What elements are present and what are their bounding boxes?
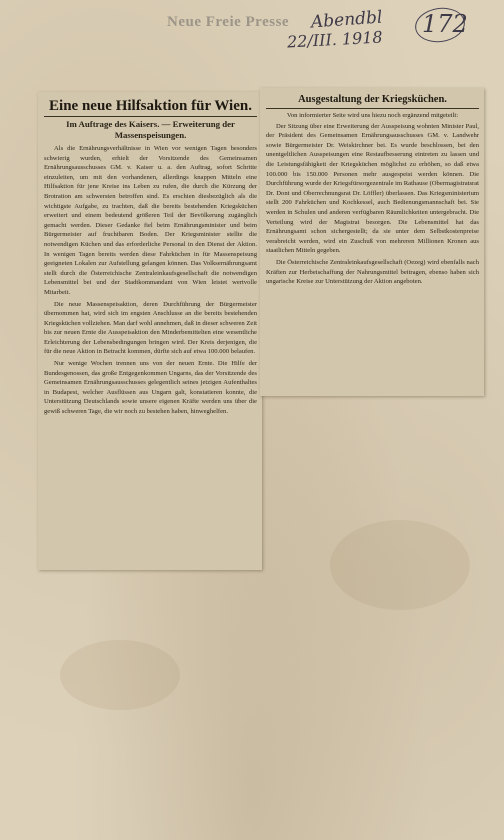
article-headline: Ausgestaltung der Kriegsküchen. xyxy=(298,94,447,105)
article-paragraph: Die Österreichische Zentraleinkaufsgesellschaft (Oezeg) wird ebenfalls nach Kräften zur Herbeischaffung der Nahrungsmittel beitragen, ebenso haben sich ungarische Kreise zur Unterstützung der Aktion angeboten. xyxy=(266,258,479,286)
article-paragraph: Als die Ernährungsverhältnisse in Wien vor wenigen Tagen besonders schwierig wurden, erhielt der Vorsitzende des Gemeinsamen Ernährungsausschusses GM. v. Kaiser u. a. den Auftrag, sofort Schritte einzuleiten, um mit den vorhandenen, allerdings knappen Mitteln eine Hilfsaktion für jene Kreise ins Leben zu rufen, die durch die Kürzung der Brotration am schwersten betroffen sind. Es erschien diesbezüglich als die wichtigste Aufgabe, zu trachten, daß die bereits bestehenden Kriegsküchen erweitert und einem bedeutend größeren Teil der Bevölkerung zugänglich gemacht werden. Dieser Gedanke fiel beim Ernährungsminister und beim Bürgermeister auf fruchtbaren Boden. Der Kriegsminister stellte die notwendigen Küchen und das erforderliche Personal in den Dienst der Aktion. In wenigen Tagen bereits werden diese Fahrküchen in für Massenspeisung geeigneten Lokalen zur Aufstellung gelangen können. Das Volksernährungsamt stellt durch die Österreichische Zentraleinkaufsgesellschaft die notwendigen Lebensmittel bei und der Stadtkommandant von Wien leistet wertvolle Mitarbeit. xyxy=(44,145,257,296)
paper-stain xyxy=(60,640,180,710)
clipping-hilfsaktion xyxy=(38,92,262,570)
paper-stain xyxy=(330,520,470,610)
clipping-kriegskuechen xyxy=(260,88,484,396)
divider xyxy=(44,116,257,117)
article-headline: Eine neue Hilfsaktion für Wien. xyxy=(49,98,252,114)
handwritten-date: 22/III. 1918 xyxy=(286,27,384,52)
archive-number: 172 xyxy=(422,10,468,38)
article-paragraph: Nur wenige Wochen trennen uns von der neuen Ernte. Die Hilfe der Bundesgenossen, das große Entgegenkommen Ungarns, das der Vorsitzende des Gemeinsamen Ernährungsausschusses gelegentlich seines jetzigen Aufenthaltes in Budapest, welcher Ausflüssen aus Ungarn galt, konstatieren konnte, die Unterstützung Deutschlands sowie unsere eigenen Kräfte werden uns über die gewiß schweren Tage, die wir noch zu bestehen haben, hinweghelfen. xyxy=(44,360,257,416)
article-byline: Von informierter Seite wird uns hiezu noch ergänzend mitgeteilt: xyxy=(286,112,459,119)
divider xyxy=(266,108,479,109)
article-paragraph: Der Sitzung über eine Erweiterung der Ausspeisung wohnten Minister Paul, der Präsident des Gemeinsamen Ernährungsausschusses GM. v. Landwehr sowie Bürgermeister Dr. Weiskirchner bei. Es wurde beschlossen, bei den unentgeltlichen Ausspeisungen eine Restaufbesserung eintreten zu lassen und die Leistungsfähigkeit der Kriegsküchen möglichst zu erhöhen, so daß etwa 100.000 bis 150.000 Personen mehr ausgespeist werden können. Die Durchführung wurde der Kriegsfürsorgezentrale im Rathause (Obermagistratsrat Dr. Dont und Oberrechnungsrat Dr. Löffler) überlassen. Das Kriegsministerium stellt 200 Fahrküchen und Kochkessel, auch Bedienungsmannschaft bei. Sie werden in Schulen und anderen verfügbaren Räumlichkeiten untergebracht. Die Verteilung wird der Magistrat besorgen. Die Lebensmittel hat das Ernährungsamt schon sichergestellt; da sie unter dem Selbstkostenpreise verabreicht werden, wird ein Zuschuß von mehreren Millionen Kronen aus staatlichen Mitteln gegeben. xyxy=(266,122,479,255)
article-paragraph: Die neue Massenspeisaktion, deren Durchführung der Bürgermeister übernommen hat, wird sich im engsten Anschlusse an die bereits bestehenden Kriegsküchen vollziehen. Man darf wohl annehmen, daß in dieser schweren Zeit bis zur neuen Ernte die Ausspeisaktion den Minderbemittelten eine wesentliche Erleichterung der Lebensbedingungen bringen wird. Der Kreis derjenigen, die für die neue Aktion in Betracht kommen, dürfte sich auf etwa 100.000 belaufen. xyxy=(44,300,257,356)
handwritten-edition-note: Abendbl xyxy=(310,7,383,33)
newspaper-masthead: Neue Freie Presse xyxy=(167,14,290,30)
article-subhead: Im Auftrage des Kaisers. — Erweiterung der Massenspeisungen. xyxy=(66,119,235,140)
